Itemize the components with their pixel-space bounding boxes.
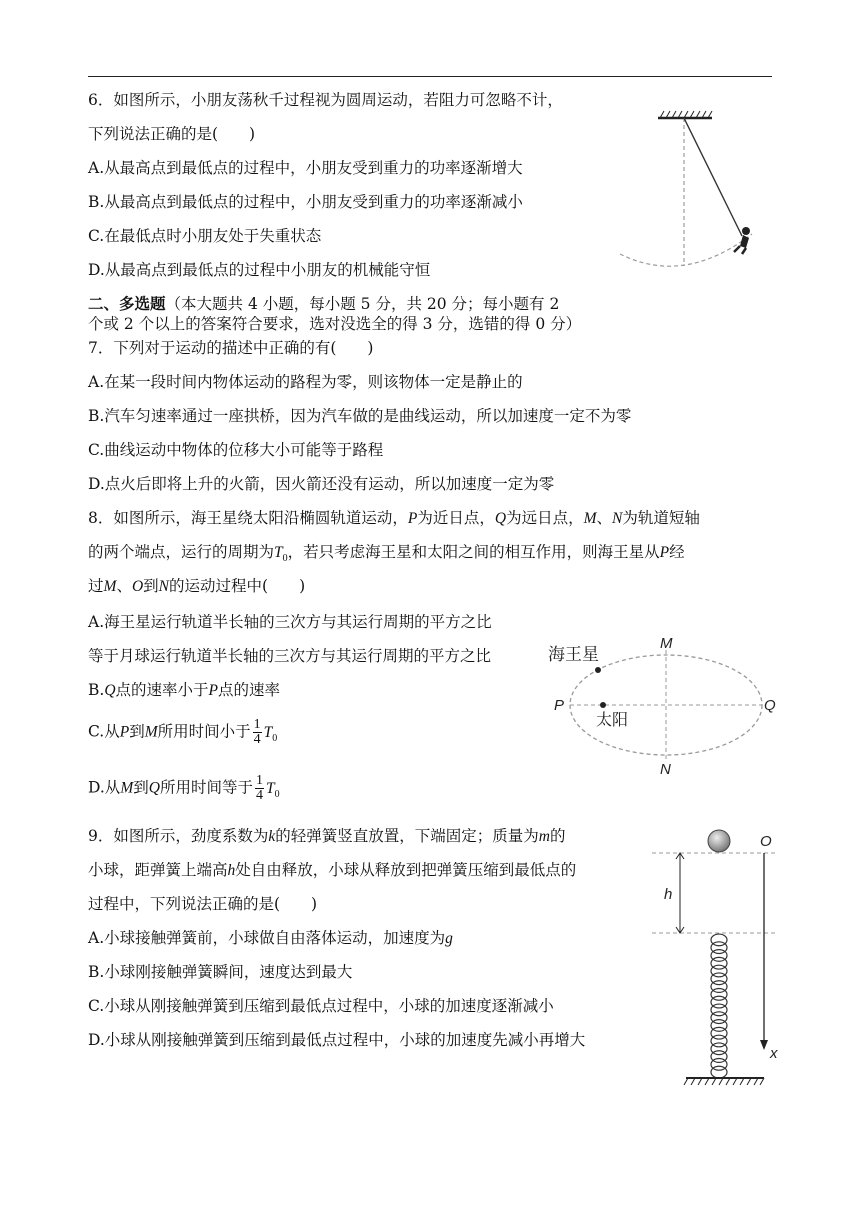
sun-dot	[600, 702, 606, 708]
section2-title: 二、多选题	[88, 294, 166, 313]
q8-text: 的两个端点，运行的周期为	[88, 543, 275, 561]
fraction-one-quarter	[253, 718, 262, 747]
q8-text: 点的速率	[218, 681, 281, 699]
label-p: P	[554, 697, 565, 714]
q8-var-q: Q	[148, 779, 160, 797]
fraction-numerator: 1	[253, 717, 261, 732]
q8-var-p: P	[659, 544, 670, 561]
q8-stem-line2	[88, 542, 685, 569]
q8-subscript-0: 0	[282, 553, 288, 565]
label-n: N	[660, 761, 671, 778]
q6-option-a: A.从最高点到最低点的过程中，小朋友受到重力的功率逐渐增大	[88, 159, 523, 177]
q8-var-n: N	[158, 578, 170, 595]
q8-var-p: P	[208, 682, 219, 699]
spring-figure	[652, 822, 782, 1088]
q8-var-p: P	[119, 723, 130, 741]
q7-option-d: D.点火后即将上升的火箭，因火箭还没有运动，所以加速度一定为零	[88, 475, 555, 493]
q9-text: A.小球接触弹簧前，小球做自由落体运动，加速度为	[88, 929, 446, 947]
q8-period-t0	[265, 779, 280, 800]
q8-stem-line3	[88, 576, 305, 597]
q9-text: 9．如图所示，劲度系数为	[88, 827, 269, 845]
q8-text: 8．如图所示，海王星绕太阳沿椭圆轨道运动，	[88, 509, 408, 527]
q8-var-m: M	[144, 723, 158, 741]
q8-text: 经	[669, 543, 685, 561]
q8-text: C.从	[88, 722, 120, 741]
q8-var-m: M	[103, 578, 117, 595]
q9-text: 的轻弹簧竖直放置，下端固定；质量为	[275, 827, 539, 845]
q8-text: 、	[116, 577, 132, 595]
label-sun: 太阳	[596, 712, 629, 729]
section2-heading	[88, 294, 559, 314]
q8-var-t: T	[274, 544, 283, 561]
q8-option-a-line2: 等于月球运行轨道半长轴的三次方与其运行周期的平方之比	[88, 647, 492, 665]
label-neptune: 海王星	[548, 645, 599, 664]
q7-option-c: C.曲线运动中物体的位移大小可能等于路程	[88, 441, 384, 459]
fraction-one-quarter	[255, 774, 264, 803]
q8-text: 为远日点，	[506, 509, 584, 527]
q8-text: ，若只考虑海王星和太阳之间的相互作用，则海王星从	[287, 543, 660, 561]
q8-text: 为轨道短轴	[622, 509, 700, 527]
label-q: Q	[764, 697, 776, 714]
ground-hatch	[684, 1078, 764, 1085]
q8-text: 的运动过程中( )	[169, 577, 306, 595]
planet-dot	[595, 667, 601, 673]
q9-option-a	[88, 928, 453, 949]
q9-stem-line1	[88, 826, 566, 847]
fraction-numerator: 1	[255, 773, 263, 788]
q9-option-d: D.小球从刚接触弹簧到压缩到最低点过程中，小球的加速度先减小再增大	[88, 1031, 586, 1049]
q8-option-c	[88, 718, 277, 749]
q9-option-c: C.小球从刚接触弹簧到压缩到最低点过程中，小球的加速度逐渐减小	[88, 997, 554, 1015]
section2-note-line1: （本大题共 4 小题，每小题 5 分，共 20 分；每小题有 2	[165, 295, 560, 313]
ball-icon	[708, 830, 730, 852]
q8-var-q: Q	[104, 682, 116, 699]
q8-var-q: Q	[494, 510, 507, 527]
q8-text: 到	[133, 778, 149, 797]
q8-var-m: M	[120, 779, 134, 797]
q7-option-b: B.汽车匀速率通过一座拱桥，因为汽车做的是曲线运动，所以加速度一定不为零	[88, 407, 632, 425]
q9-text: 小球，距弹簧上端高	[88, 861, 228, 879]
q9-var-k: k	[268, 828, 276, 845]
q8-var-p: P	[407, 510, 418, 527]
q8-text: 、	[596, 509, 613, 527]
swing-rope	[684, 118, 742, 236]
q8-text: 到	[143, 577, 159, 595]
q9-option-b: B.小球刚接触弹簧瞬间，速度达到最大	[88, 963, 353, 981]
spring-coil-loop	[711, 1066, 727, 1078]
q8-period-t0	[263, 723, 278, 744]
q8-text: 点的速率小于	[115, 681, 209, 699]
q8-text: 所用时间小于	[157, 722, 251, 741]
label-h: h	[664, 886, 673, 903]
q8-text: B.	[88, 681, 105, 699]
child-icon	[734, 227, 750, 254]
q9-text: 处自由释放，小球从释放到把弹簧压缩到最低点的	[235, 861, 577, 879]
q9-var-g: g	[445, 930, 453, 947]
q8-text: 到	[129, 722, 145, 741]
q9-stem-line3: 过程中，下列说法正确的是( )	[88, 895, 318, 913]
q8-option-b	[88, 680, 280, 701]
q6-option-c: C.在最低点时小朋友处于失重状态	[88, 227, 322, 245]
q8-stem-line1	[88, 508, 700, 529]
q8-text: 为近日点，	[417, 509, 495, 527]
q8-var-t: T	[263, 723, 273, 741]
spring-coil	[711, 934, 727, 1078]
q8-subscript-0: 0	[272, 732, 278, 744]
q6-stem-line2: 下列说法正确的是( )	[88, 125, 256, 143]
orbit-figure	[548, 630, 788, 780]
q6-stem-line1: 6．如图所示，小朋友荡秋千过程视为圆周运动，若阻力可忽略不计，	[88, 91, 563, 109]
q9-var-h: h	[227, 862, 236, 879]
q8-option-d	[88, 774, 280, 805]
swing-arc-dashed	[620, 234, 752, 266]
q9-text: 的	[549, 827, 566, 845]
fraction-denominator: 4	[253, 732, 261, 747]
q9-var-m: m	[538, 828, 550, 845]
x-axis-arrow	[760, 1040, 768, 1050]
q7-stem: 7．下列对于运动的描述中正确的有( )	[88, 339, 374, 357]
fraction-denominator: 4	[255, 788, 263, 803]
label-o: O	[760, 833, 772, 850]
q7-option-a: A.在某一段时间内物体运动的路程为零，则该物体一定是静止的	[88, 373, 523, 391]
section2-note-line2: 个或 2 个以上的答案符合要求，选对没选全的得 3 分，选错的得 0 分）	[88, 315, 582, 333]
q8-var-m: M	[583, 510, 597, 527]
q8-text: 所用时间等于	[159, 778, 253, 797]
label-x: x	[770, 1045, 778, 1062]
q6-option-d: D.从最高点到最低点的过程中小朋友的机械能守恒	[88, 261, 431, 279]
q8-subscript-0: 0	[274, 788, 280, 800]
q8-text: D.从	[88, 778, 121, 797]
q8-var-n: N	[612, 510, 623, 527]
q9-stem-line2	[88, 860, 576, 881]
q8-period-t0	[274, 544, 288, 565]
q6-option-b: B.从最高点到最低点的过程中，小朋友受到重力的功率逐渐减小	[88, 193, 523, 211]
q8-var-t: T	[265, 779, 275, 797]
header-rule	[88, 76, 772, 77]
q8-text: 过	[88, 577, 104, 595]
q8-var-o: O	[131, 578, 144, 595]
label-m: M	[660, 635, 673, 652]
q8-option-a-line1: A.海王星运行轨道半长轴的三次方与其运行周期的平方之比	[88, 613, 492, 631]
swing-figure	[612, 108, 782, 274]
